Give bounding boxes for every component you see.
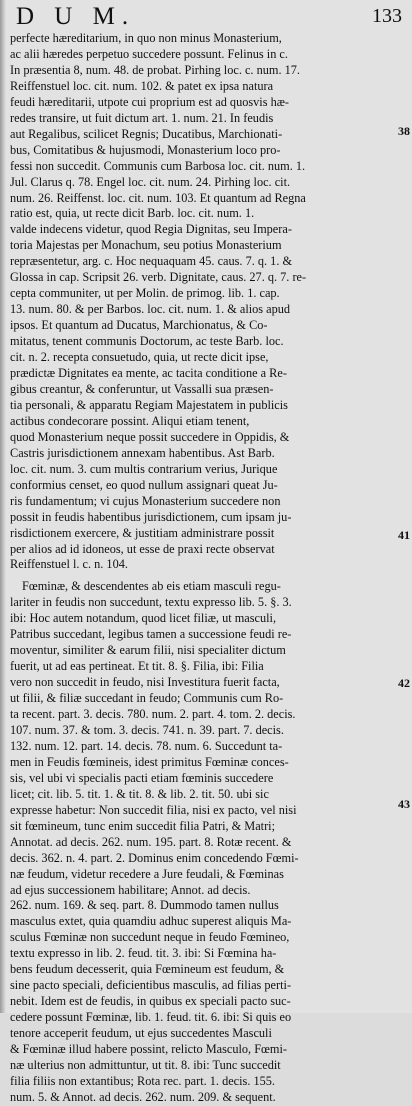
text-line: & Fœminæ illud habere possint, relicto Masculo, Fœmi- xyxy=(10,1042,287,1057)
page-number: 133 xyxy=(372,5,402,27)
text-line: Fœminæ, & descendentes ab eis etiam masculi regu- xyxy=(22,579,281,594)
text-line: 107. num. 37. & tom. 3. decis. 741. n. 39. part. 7. decis. xyxy=(10,722,284,737)
text-line: Castris jurisdictionem annexam habentibus. Ast Barb. xyxy=(10,445,275,460)
text-line: conformius censet, eo quod nullum assignari queat Ju- xyxy=(10,477,278,492)
text-line: vero non succedit in feudo, nisi Investitura fuerit facta, xyxy=(10,675,280,690)
text-line: repræsentetur, arg. c. Hoc nequaquam 45. caus. 7. q. 1. & xyxy=(10,254,293,269)
text-line: tenore acceperit feudum, ut ejus succedentes Masculi xyxy=(10,1026,272,1041)
text-line: sis, vel ubi vi specialis pacti etiam fœminis succedere xyxy=(10,770,274,785)
text-line: cit. n. 2. recepta consuetudo, quia, ut recte dicit ipse, xyxy=(10,350,269,365)
text-line: fuerit, ut ad eas pertineat. Et tit. 8. §. Filia, ibi: Filia xyxy=(10,659,264,674)
text-line: Annotat. ad decis. 262. num. 195. part. 8. Rotæ recent. & xyxy=(10,834,292,849)
body-text xyxy=(10,31,382,1106)
text-line: cepta communiter, ut per Molin. de primog. lib. 1. cap. xyxy=(10,286,280,301)
text-line: 13. num. 80. & per Barbos. loc. cit. num. 1. & alios apud xyxy=(10,302,291,317)
text-line: valde indecens videtur, quod Regia Dignitas, seu Impera- xyxy=(10,222,292,237)
text-line: ratio est, quia, ut recte dicit Barb. loc. cit. num. 1. xyxy=(10,206,255,221)
text-line: loc. cit. num. 3. cum multis contrarium verius, Jurique xyxy=(10,461,278,476)
text-line: decis. 362. n. 4. part. 2. Dominus enim concedendo Fœmi- xyxy=(10,850,299,865)
text-line: gibus creantur, & conferuntur, ut Vassalli sua præsen- xyxy=(10,381,274,396)
text-line: sculus Fœminæ non succedunt neque in feudo Fœmineo, xyxy=(10,930,290,945)
text-line: lariter in feudis non succedunt, textu expresso lib. 5. §. 3. xyxy=(10,595,292,610)
text-line: ipsos. Et quantum ad Ducatus, Marchionatus, & Co- xyxy=(10,318,268,333)
text-line: tia personali, & apparatu Regiam Majestatem in publicis xyxy=(10,397,288,412)
text-line: quod Monasterium neque possit succedere in Oppidis, & xyxy=(10,429,290,444)
text-line: masculus extet, quia quamdiu adhuc superest aliquis Ma- xyxy=(10,914,292,929)
text-line: risdictionem exercere, & justitiam administrare possit xyxy=(10,525,275,540)
text-line: cedere possunt Fœminæ, lib. 1. feud. tit. 6. ibi: Si quis eo xyxy=(10,1010,292,1025)
text-line: num. 5. & Annot. ad decis. 262. num. 209. & sequent. xyxy=(10,1089,276,1104)
margin-number: 38 xyxy=(398,124,410,138)
text-line: In præsentia 8, num. 48. de probat. Pirhing loc. c. num. 17. xyxy=(10,62,300,77)
text-line: 132. num. 12. part. 14. decis. 78. num. 6. Succedunt ta- xyxy=(10,738,283,753)
text-line: per alios ad id idoneos, ut esse de praxi recte observat xyxy=(10,541,275,556)
running-header xyxy=(0,3,412,31)
text-line: nebit. Idem est de feudis, in quibus ex speciali pacto suc- xyxy=(10,994,291,1009)
text-line: bens feudum decesserit, quia Fœmineum est feudum, & xyxy=(10,962,285,977)
text-line: textu expresso in lib. 2. feud. tit. 3. ibi: Si Fœmina ha- xyxy=(10,946,277,961)
text-line: moventur, similiter & earum filii, nisi specialiter dictum xyxy=(10,643,286,658)
margin-number: 42 xyxy=(398,676,410,690)
text-line: aut Regalibus, scilicet Regnis; Ducatibus, Marchionati- xyxy=(10,126,283,141)
text-line: Reiffenstuel l. c. n. 104. xyxy=(10,557,128,572)
text-line: ut filii, & filiæ succedant in feudo; Communis cum Ro- xyxy=(10,691,284,706)
text-line: fessi non succedit. Communis cum Barbosa loc. cit. num. 1. xyxy=(10,158,306,173)
text-line: toria Majestas per Monachum, seu potius Monasterium xyxy=(10,238,282,253)
text-line: perfecte hæreditarium, in quo non minus Monasterium, xyxy=(10,31,282,45)
text-line: 262. num. 169. & seq. part. 8. Dummodo tamen nullus xyxy=(10,898,279,913)
text-line: bus, Comitatibus & hujusmodi, Monasterium loco pro- xyxy=(10,142,281,157)
text-line: Reiffenstuel loc. cit. num. 102. & patet ex ipsa natura xyxy=(10,78,274,93)
text-line: actibus condecorare possint. Aliqui etiam tenent, xyxy=(10,413,250,428)
text-line: redes transire, ut fuit dictum art. 1. num. 21. In feudis xyxy=(10,110,274,125)
text-line: mitatus, tenent communis Doctorum, ac teste Barb. loc. xyxy=(10,334,284,349)
text-line: Glossa in cap. Scripsit 26. verb. Dignitate, caus. 27. q. 7. re- xyxy=(10,270,307,285)
margin-number: 43 xyxy=(398,797,410,811)
text-line: men in Feudis fœmineis, idest primitus Fœminæ conces- xyxy=(10,754,289,769)
margin-number: 41 xyxy=(398,528,410,542)
text-line: ta recent. part. 3. decis. 780. num. 2. part. 4. tom. 2. decis. xyxy=(10,707,296,722)
text-line: expresse habetur: Non succedit filia, nisi ex pacto, vel nisi xyxy=(10,802,297,817)
text-line: ibi: Hoc autem notandum, quod licet filiæ, ut masculi, xyxy=(10,611,277,626)
text-line: filia filiis non extantibus; Rota rec. part. 1. decis. 155. xyxy=(10,1073,276,1088)
text-line: ac alii hæredes perpetuo succedere possunt. Felinus in c. xyxy=(10,46,288,61)
text-line: næ feudum, videtur recedere a Jure feudali, & Fœminas xyxy=(10,866,284,881)
text-line: ad ejus successionem habilitare; Annot. ad decis. xyxy=(10,882,251,897)
text-line: feudi hæreditarii, utpote cui proprium est ad quosvis hæ- xyxy=(10,94,290,109)
text-line: licet; cit. lib. 5. tit. 1. & tit. 8. & lib. 2. tit. 50. ubi sic xyxy=(10,786,269,801)
text-line: ris fundamentum; vi cujus Monasterium succedere non xyxy=(10,493,281,508)
text-line: sine pacto speciali, deficientibus masculis, ad filias perti- xyxy=(10,978,292,993)
text-line: possit in feudis habentibus jurisdictionem, cum ipsam ju- xyxy=(10,509,292,524)
text-line: Jul. Clarus q. 78. Engel loc. cit. num. 24. Pirhing loc. cit. xyxy=(10,174,291,189)
text-line: Patribus succedant, legibus tamen a successione feudi re- xyxy=(10,627,292,642)
text-line: prædictæ Dignitates ea mente, ac tacita conditione a Re- xyxy=(10,366,287,381)
page-edge-shadow xyxy=(0,0,6,1013)
header-title: D U M. xyxy=(16,3,136,30)
text-line: næ ulterius non admittuntur, ut tit. 8. ibi: Tunc succedit xyxy=(10,1058,281,1072)
text-line: sit fœmineum, tunc enim succedit filia Patri, & Matri; xyxy=(10,818,276,833)
text-line: num. 26. Reiffenst. loc. cit. num. 103. Et quantum ad Regna xyxy=(10,190,306,205)
